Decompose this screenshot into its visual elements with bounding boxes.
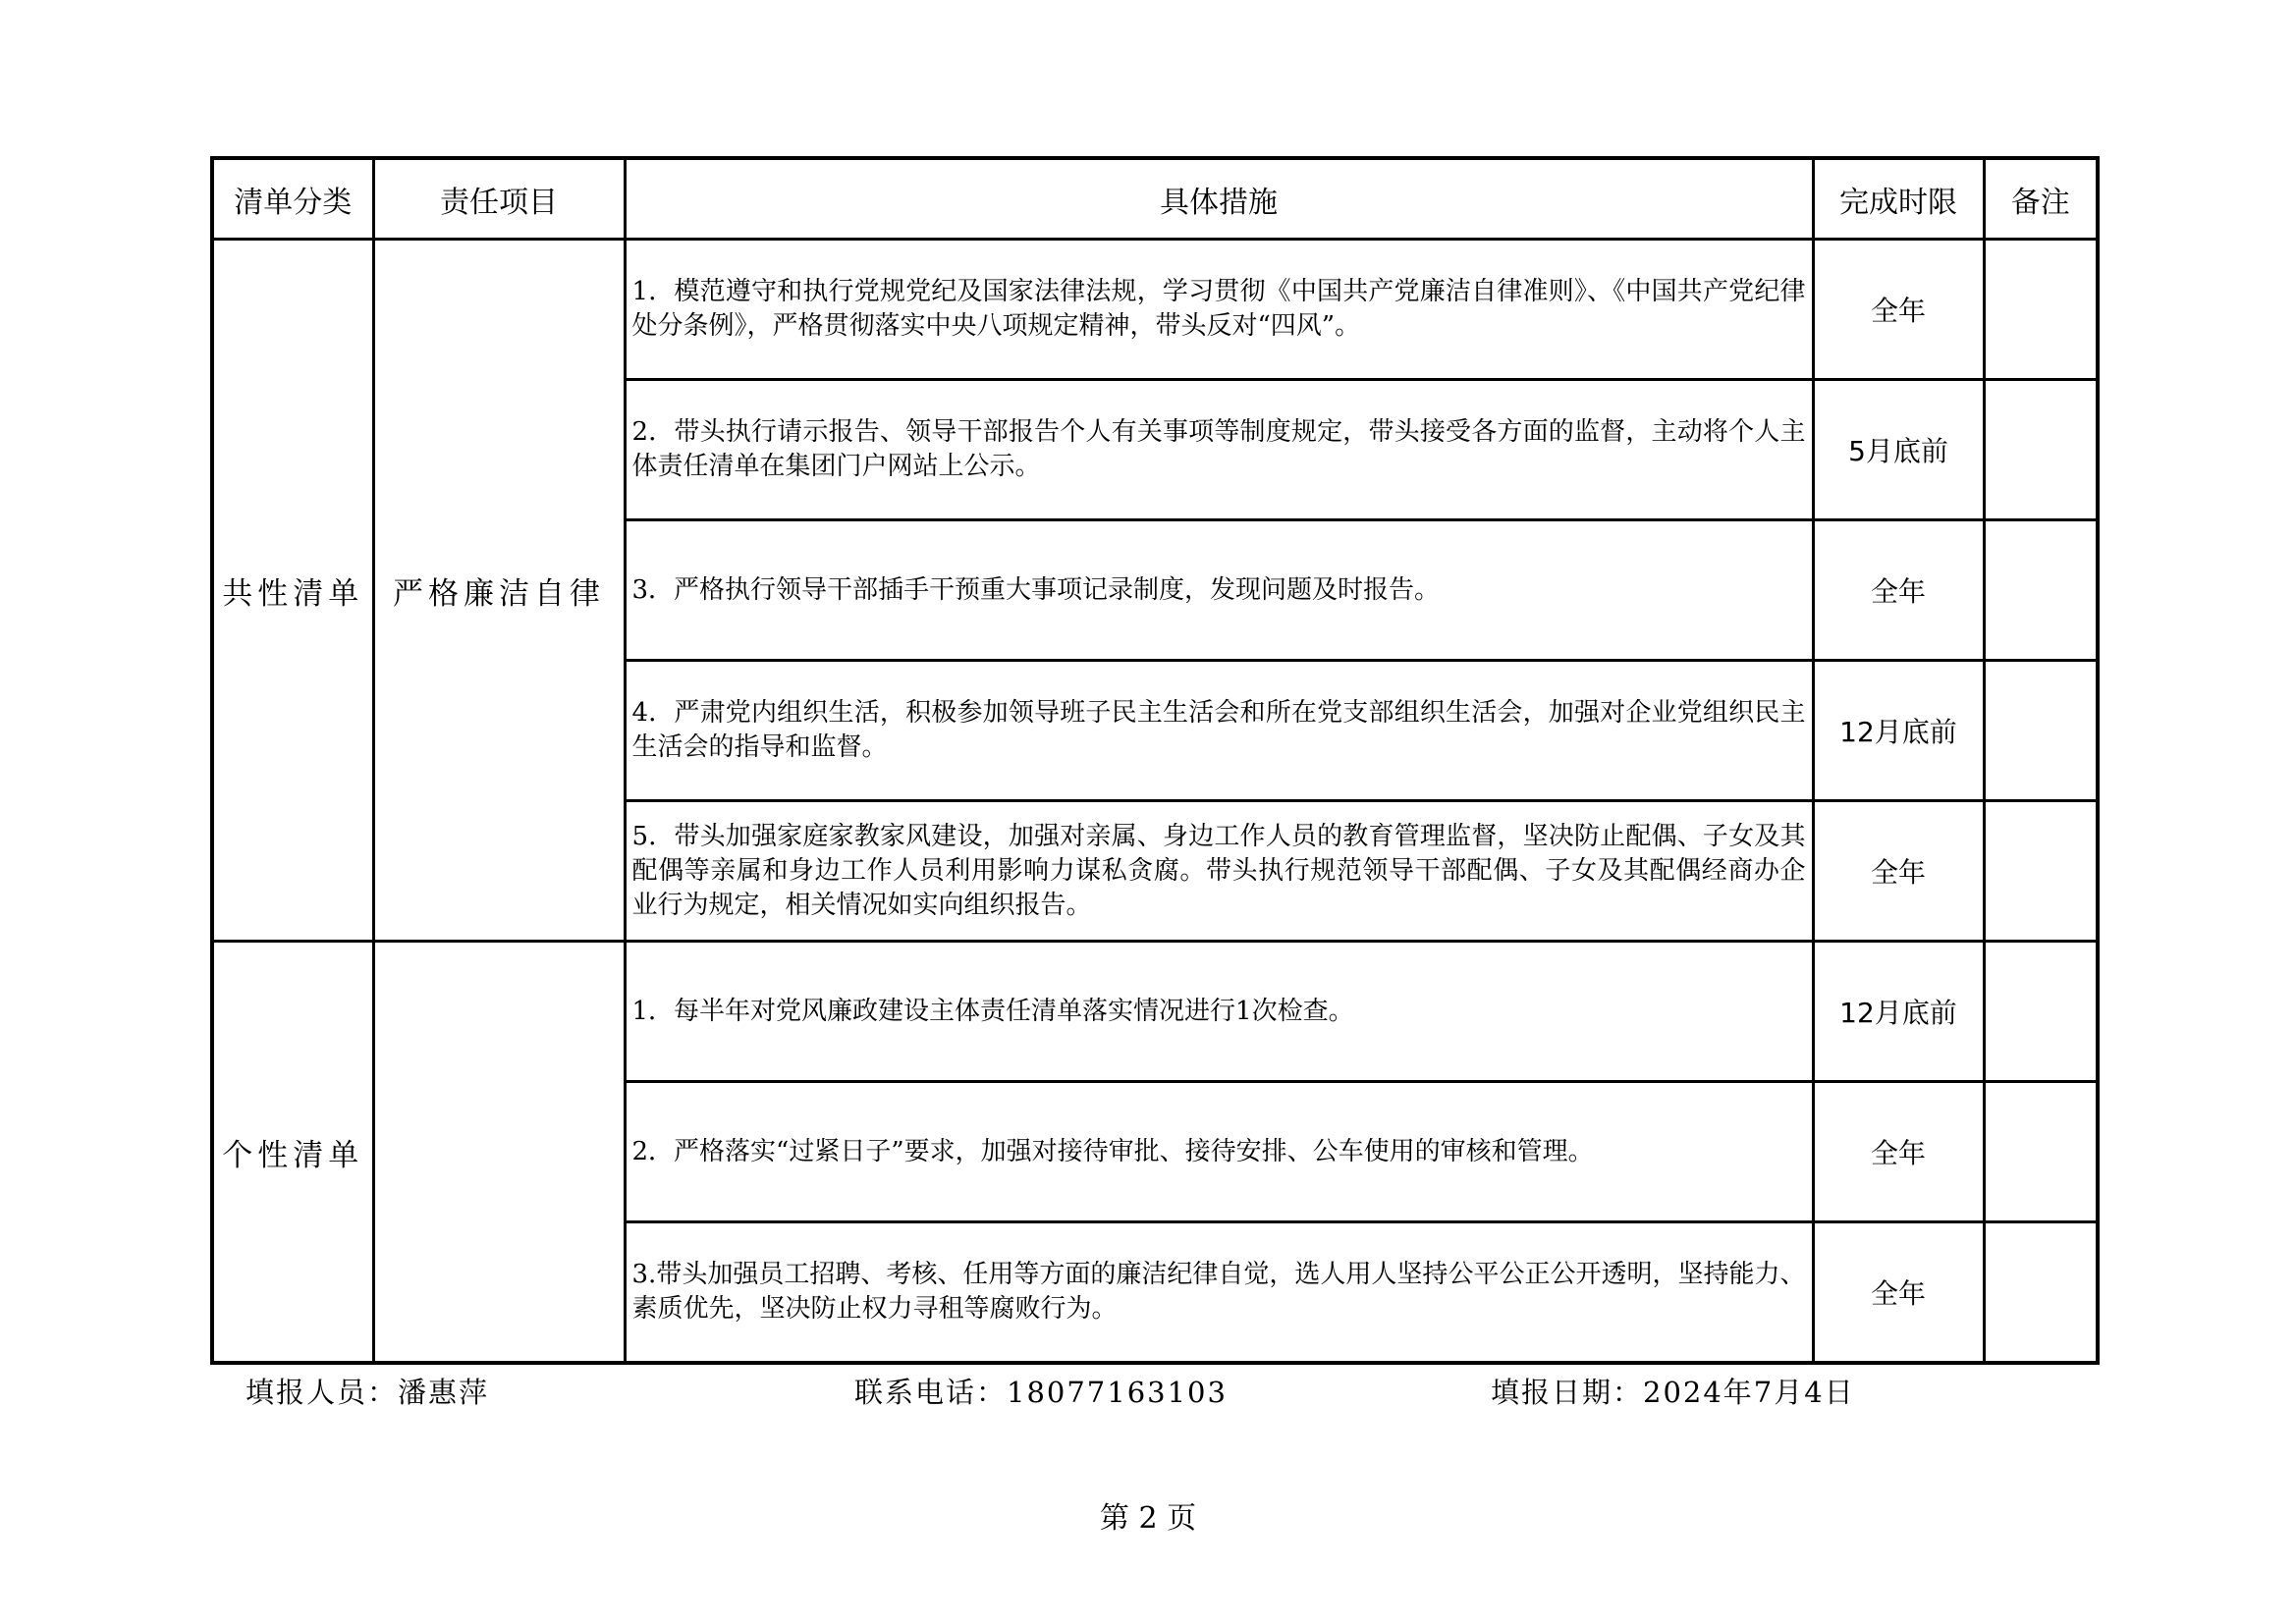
- note-cell: [1984, 661, 2098, 801]
- measure-cell: 1．模范遵守和执行党规党纪及国家法律法规，学习贯彻《中国共产党廉洁自律准则》、《中国共产党纪律处分条例》，严格贯彻落实中央八项规定精神，带头反对“四风”。: [625, 240, 1813, 380]
- category-cell: 共性清单: [212, 240, 373, 942]
- category-cell: 个性清单: [212, 942, 373, 1364]
- header-notes: 备注: [1984, 158, 2098, 240]
- table-row: [212, 942, 2098, 1082]
- measure-cell: 3.带头加强员工招聘、考核、任用等方面的廉洁纪律自觉，选人用人坚持公平公正公开透明，坚持能力、素质优先，坚决防止权力寻租等腐败行为。: [625, 1222, 1813, 1364]
- header-category: 清单分类: [212, 158, 373, 240]
- deadline-cell: 全年: [1813, 1082, 1984, 1222]
- measure-cell: 4．严肃党内组织生活，积极参加领导班子民主生活会和所在党支部组织生活会，加强对企业党组织民主生活会的指导和监督。: [625, 661, 1813, 801]
- table-header-row: [212, 158, 2098, 240]
- measure-cell: 1．每半年对党风廉政建设主体责任清单落实情况进行1次检查。: [625, 942, 1813, 1082]
- item-cell: [373, 942, 625, 1364]
- fill-date: 填报日期：2024年7月4日: [1491, 1376, 1855, 1409]
- deadline-cell: 5月底前: [1813, 380, 1984, 520]
- deadline-cell: 全年: [1813, 520, 1984, 661]
- page-number: 第 2 页: [1099, 1501, 1197, 1536]
- item-cell: 严格廉洁自律: [373, 240, 625, 942]
- note-cell: [1984, 1222, 2098, 1364]
- table-row: [212, 240, 2098, 380]
- header-measures: 具体措施: [625, 158, 1813, 240]
- deadline-cell: 全年: [1813, 801, 1984, 942]
- measure-cell: 2．带头执行请示报告、领导干部报告个人有关事项等制度规定，带头接受各方面的监督，主动将个人主体责任清单在集团门户网站上公示。: [625, 380, 1813, 520]
- note-cell: [1984, 380, 2098, 520]
- deadline-cell: 全年: [1813, 1222, 1984, 1364]
- contact-phone: 联系电话：18077163103: [854, 1376, 1228, 1409]
- note-cell: [1984, 942, 2098, 1082]
- deadline-cell: 全年: [1813, 240, 1984, 380]
- note-cell: [1984, 240, 2098, 380]
- responsibility-list-table: [210, 156, 2100, 1365]
- filler-name: 填报人员：潘惠萍: [246, 1376, 490, 1409]
- header-item: 责任项目: [373, 158, 625, 240]
- note-cell: [1984, 520, 2098, 661]
- measure-cell: 2．严格落实“过紧日子”要求，加强对接待审批、接待安排、公车使用的审核和管理。: [625, 1082, 1813, 1222]
- deadline-cell: 12月底前: [1813, 661, 1984, 801]
- deadline-cell: 12月底前: [1813, 942, 1984, 1082]
- measure-cell: 3．严格执行领导干部插手干预重大事项记录制度，发现问题及时报告。: [625, 520, 1813, 661]
- note-cell: [1984, 801, 2098, 942]
- header-deadline: 完成时限: [1813, 158, 1984, 240]
- measure-cell: 5．带头加强家庭家教家风建设，加强对亲属、身边工作人员的教育管理监督，坚决防止配偶、子女及其配偶等亲属和身边工作人员利用影响力谋私贪腐。带头执行规范领导干部配偶、子女及其配偶经商办企业行为规定，相关情况如实向组织报告。: [625, 801, 1813, 942]
- note-cell: [1984, 1082, 2098, 1222]
